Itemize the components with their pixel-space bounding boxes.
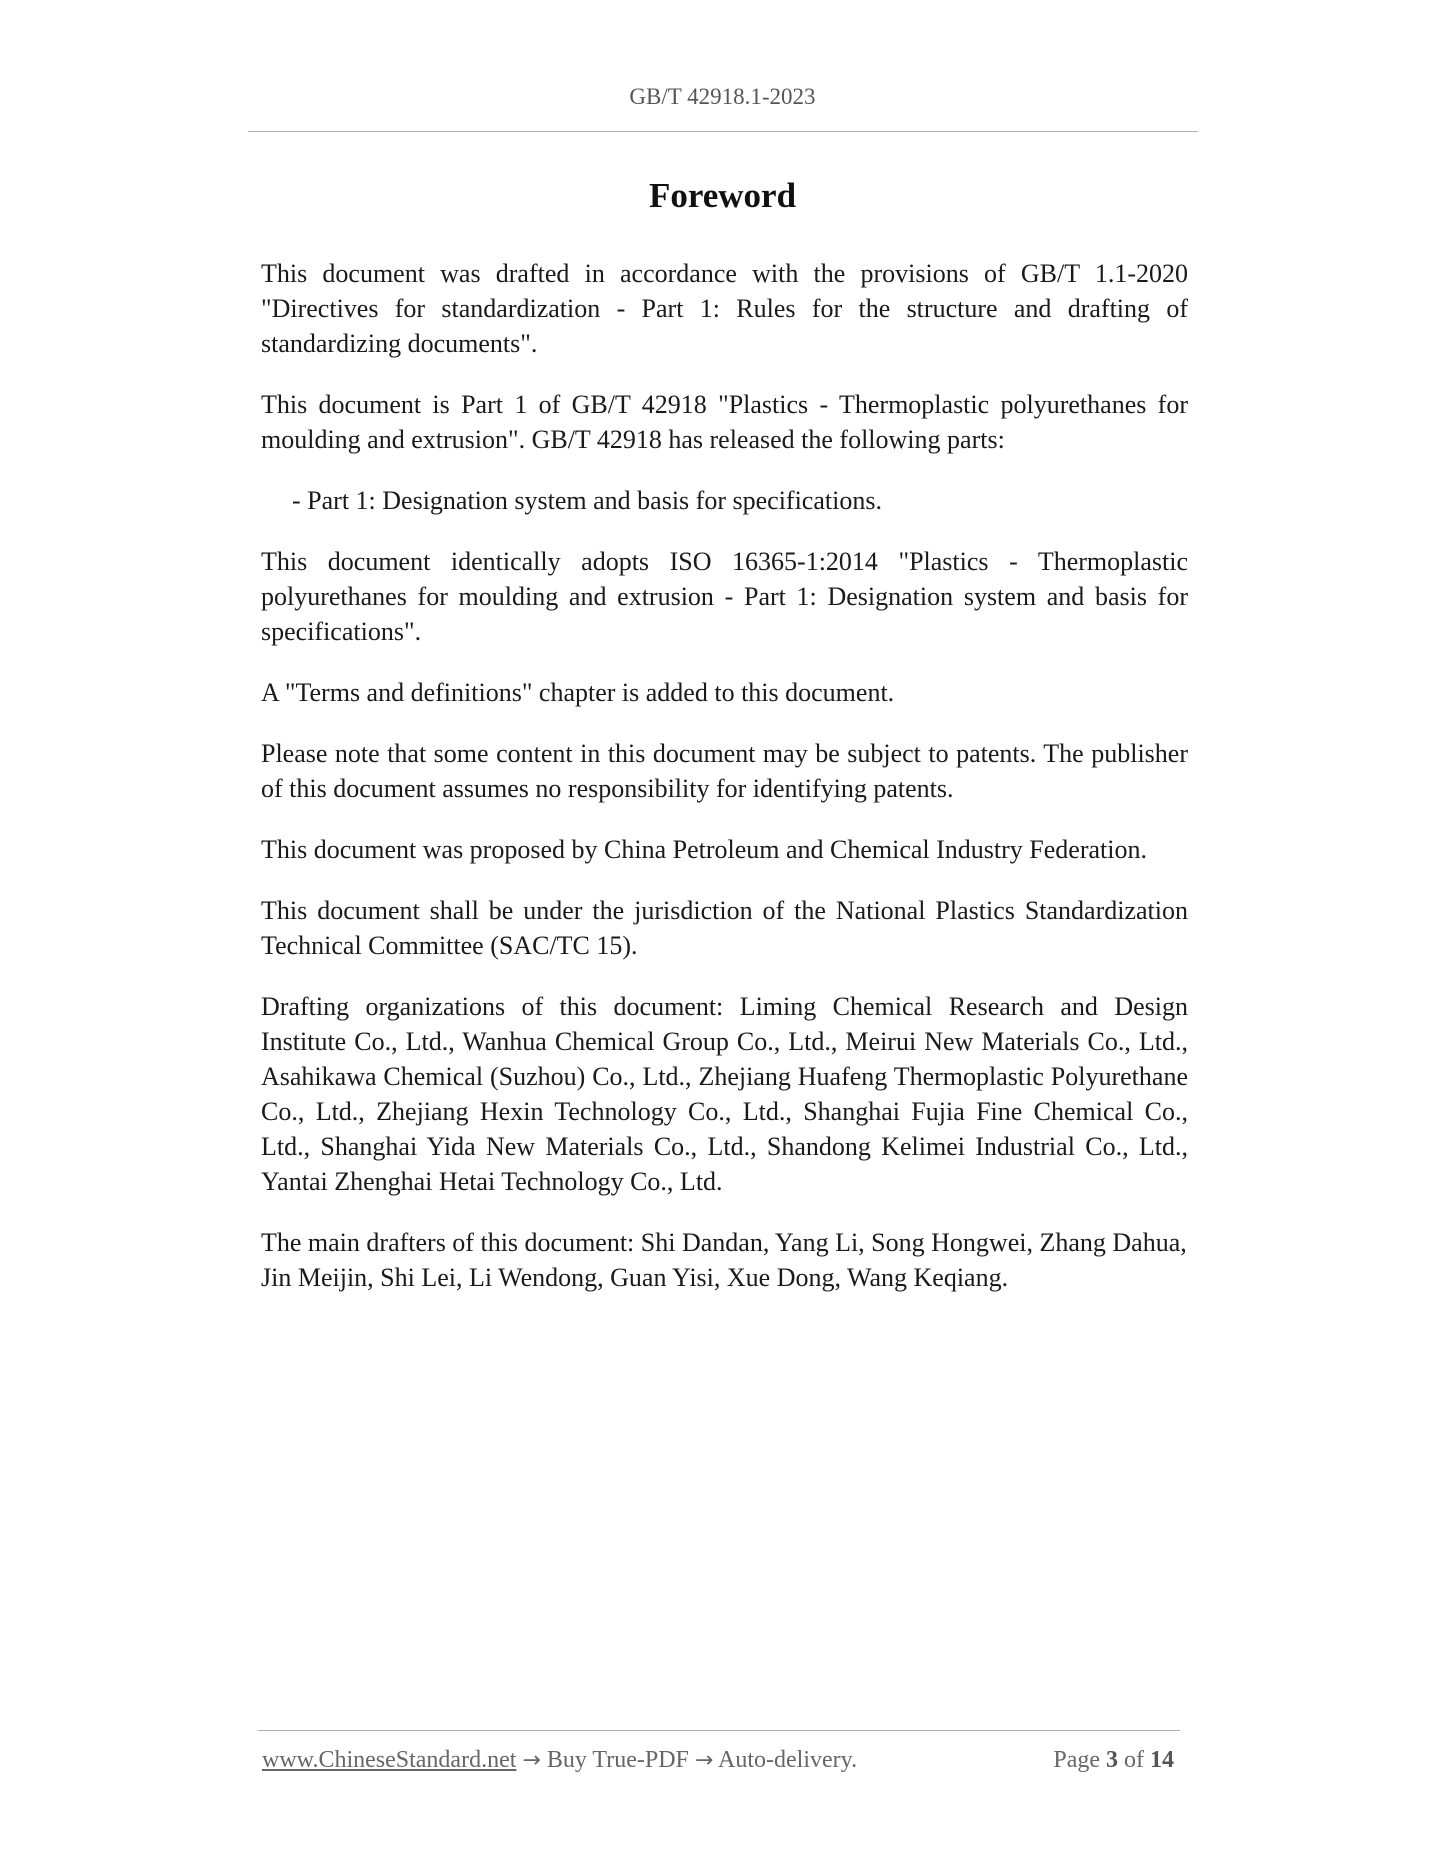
page-of: of [1124,1747,1144,1773]
paragraph-main-drafters: The main drafters of this document: Shi Dandan, Yang Li, Song Hongwei, Zhang Dahua, Jin Meijin, Shi Lei, Li Wendong, Guan Yisi, Xue Dong, Wang Keqiang. [261,1228,1187,1292]
page-title: Foreword [648,176,797,215]
page-footer [262,1747,1180,1787]
document-body [261,256,1188,1321]
arrow-right-icon: → [694,1748,714,1773]
paragraph-part-info: This document is Part 1 of GB/T 42918 "Plastics - Thermoplastic polyurethanes for moulding and extrusion". GB/T 42918 has released the following parts: [261,390,1188,454]
page-label: Page [1053,1747,1100,1773]
site-link[interactable]: www.ChineseStandard.net [262,1747,517,1773]
footer-promo [262,1747,857,1774]
delivery-text: Auto-delivery. [718,1747,858,1773]
paragraph-jurisdiction: This document shall be under the jurisdiction of the National Plastics Standardization Technical Committee (SAC/TC 15). [261,896,1188,960]
paragraph-drafting-rules: This document was drafted in accordance with the provisions of GB/T 1.1-2020 "Directives for standardization - Part 1: Rules for the structure and drafting of standardizing documents". [261,259,1188,358]
paragraph-proposer: This document was proposed by China Petroleum and Chemical Industry Federation. [261,835,1147,864]
paragraph-iso-adoption: This document identically adopts ISO 16365-1:2014 "Plastics - Thermoplastic polyurethanes for moulding and extrusion - Part 1: Designation system and basis for specifications". [261,547,1188,646]
arrow-right-icon: → [522,1748,541,1773]
buy-text: Buy True-PDF [546,1747,689,1773]
page-total: 14 [1150,1747,1174,1773]
page-number [1053,1747,1174,1774]
footer-divider [258,1730,1180,1731]
paragraph-drafting-organizations: Drafting organizations of this document: Liming Chemical Research and Design Institute Co., Ltd., Wanhua Chemical Group Co., Ltd., Meirui New Materials Co., Ltd., Asahikawa Chemical (Suzhou) Co., Ltd., Zhejiang Huafeng Thermoplastic Polyurethane Co., Ltd., Zhejiang Hexin Technology Co., Ltd., Shanghai Fujia Fine Chemical Co., Ltd., Shanghai Yida New Materials Co., Ltd., Shandong Kelimei Industrial Co., Ltd., Yantai Zhenghai Hetai Technology Co., Ltd. [261,992,1188,1196]
list-item-part-1: - Part 1: Designation system and basis for specifications. [292,486,882,515]
paragraph-terms-chapter: A "Terms and definitions" chapter is added to this document. [261,678,895,707]
header-divider [248,131,1198,132]
paragraph-patents-note: Please note that some content in this document may be subject to patents. The publisher of this document assumes no responsibility for identifying patents. [261,739,1188,803]
page-current: 3 [1106,1747,1118,1773]
running-header: GB/T 42918.1-2023 [629,84,816,109]
